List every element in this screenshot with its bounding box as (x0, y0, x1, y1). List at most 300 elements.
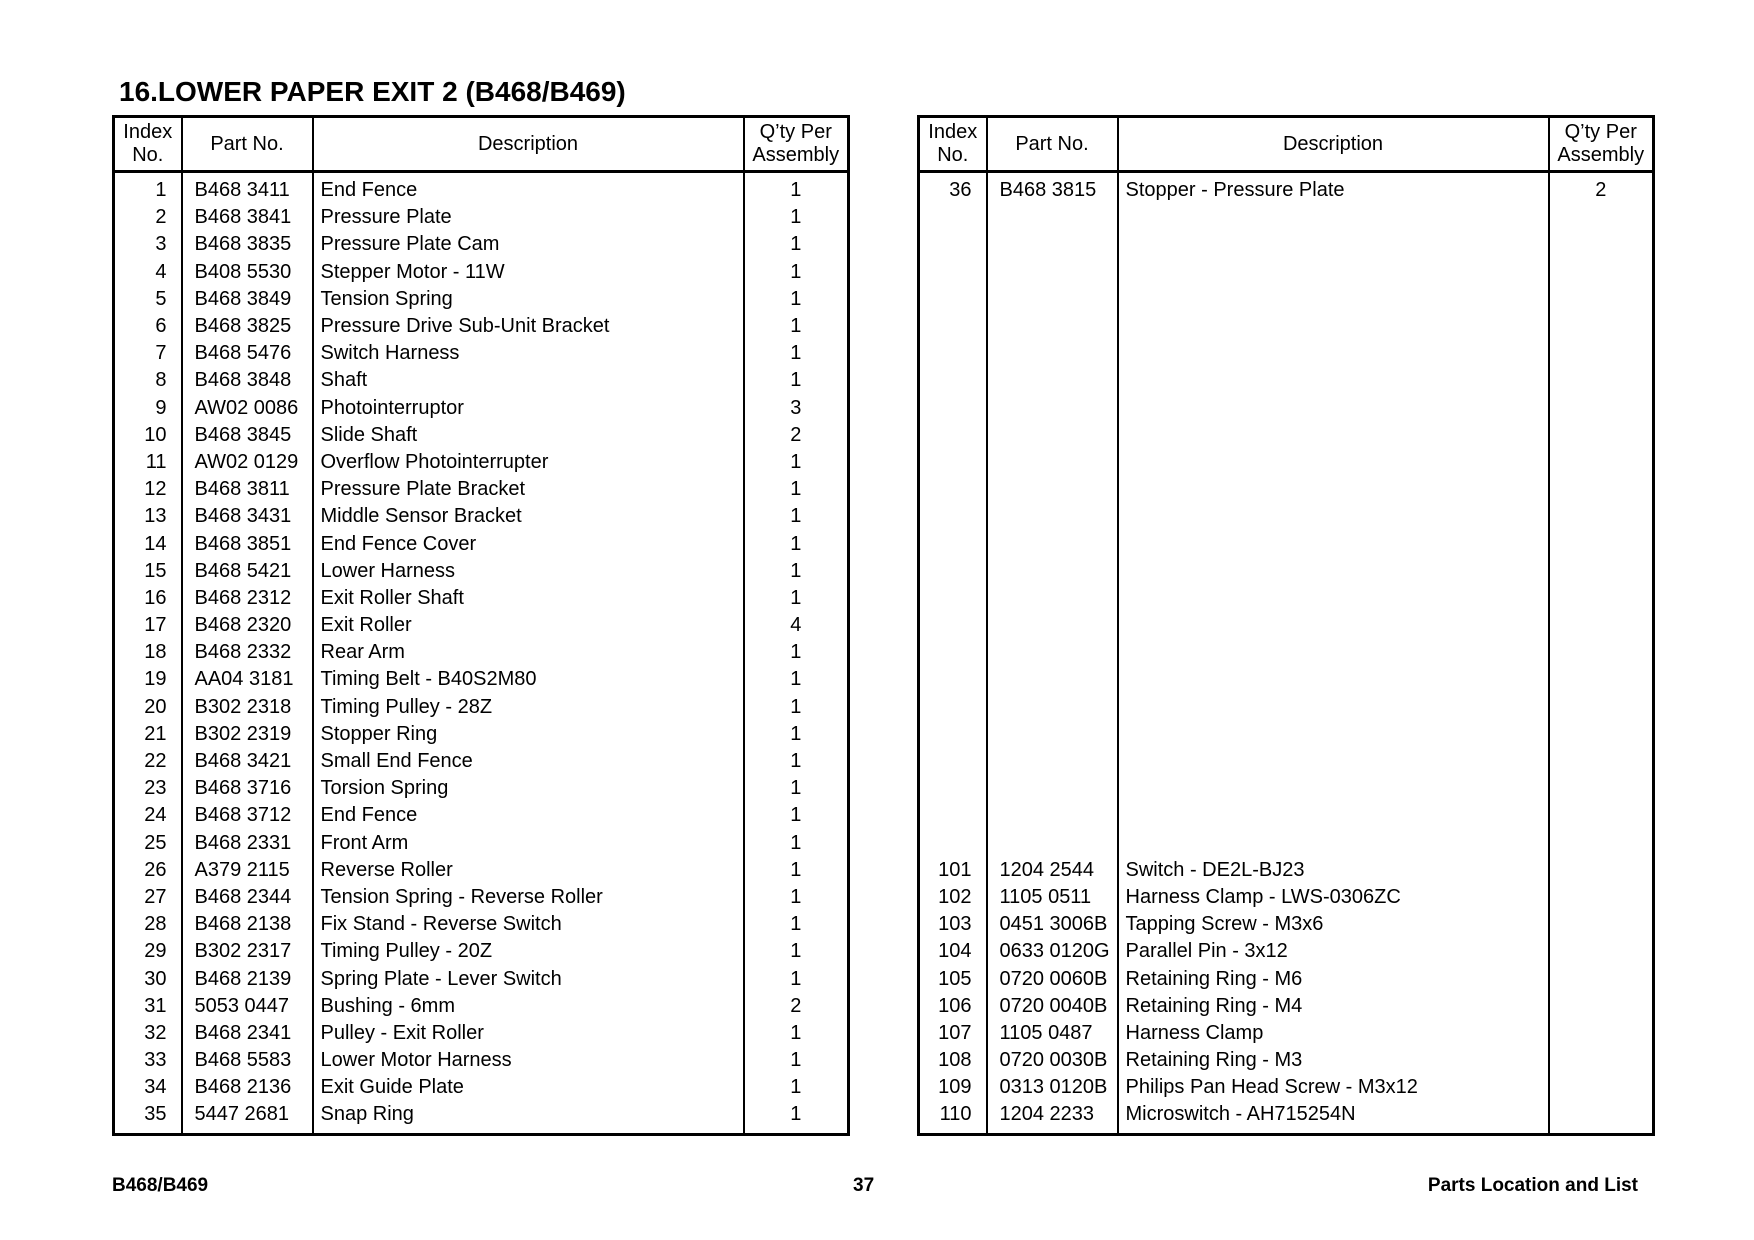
qty-cell: 1 (744, 775, 849, 802)
description-cell: Tapping Screw - M3x6 (1118, 911, 1549, 938)
part-no-cell: B468 2341 (182, 1020, 313, 1047)
table-row (919, 694, 1654, 721)
index-cell (919, 259, 987, 286)
qty-cell: 1 (744, 286, 849, 313)
index-cell (919, 422, 987, 449)
table-row (919, 367, 1654, 394)
description-cell: Lower Motor Harness (313, 1047, 744, 1074)
table-row (919, 911, 1654, 938)
parts-table-right (917, 115, 1655, 1136)
description-cell (1118, 503, 1549, 530)
table-row (114, 313, 849, 340)
index-cell: 23 (144, 777, 167, 800)
index-cell (919, 340, 987, 367)
part-no-cell: 1105 0487 (987, 1020, 1118, 1047)
qty-cell: 1 (744, 694, 849, 721)
part-no-cell (987, 286, 1118, 313)
index-cell: 102 (938, 885, 972, 908)
description-cell: Overflow Photointerrupter (313, 449, 744, 476)
qty-cell: 1 (744, 558, 849, 585)
description-cell: Harness Clamp - LWS-0306ZC (1118, 884, 1549, 911)
description-cell: Retaining Ring - M4 (1118, 993, 1549, 1020)
part-no-cell (987, 639, 1118, 666)
index-cell: 20 (144, 695, 167, 718)
table-row (919, 721, 1654, 748)
qty-cell (1549, 558, 1654, 585)
index-cell: 30 (144, 967, 167, 990)
qty-cell: 1 (744, 231, 849, 258)
table-row (114, 694, 849, 721)
description-cell: Snap Ring (313, 1101, 744, 1134)
part-no-cell: B468 5421 (182, 558, 313, 585)
description-cell: Front Arm (313, 830, 744, 857)
part-no-cell: B468 3835 (182, 231, 313, 258)
qty-cell: 4 (744, 612, 849, 639)
description-cell: Tension Spring - Reverse Roller (313, 884, 744, 911)
qty-cell: 1 (744, 666, 849, 693)
description-cell: Timing Pulley - 28Z (313, 694, 744, 721)
description-cell (1118, 395, 1549, 422)
qty-cell: 2 (1549, 172, 1654, 205)
qty-cell (1549, 476, 1654, 503)
table-row (919, 313, 1654, 340)
part-no-cell: 0313 0120B (987, 1074, 1118, 1101)
description-cell: Philips Pan Head Screw - M3x12 (1118, 1074, 1549, 1101)
description-cell (1118, 204, 1549, 231)
header-index (919, 117, 987, 172)
table-row (114, 530, 849, 557)
part-no-cell: B468 2344 (182, 884, 313, 911)
index-cell: 31 (144, 994, 167, 1017)
description-cell (1118, 585, 1549, 612)
qty-cell: 1 (744, 449, 849, 476)
description-cell (1118, 340, 1549, 367)
description-cell: Tension Spring (313, 286, 744, 313)
description-cell: Exit Guide Plate (313, 1074, 744, 1101)
footer-section-title: Parts Location and List (1427, 1175, 1638, 1196)
index-cell (919, 449, 987, 476)
part-no-cell (987, 666, 1118, 693)
part-no-cell (987, 259, 1118, 286)
table-row (919, 965, 1654, 992)
part-no-cell: AA04 3181 (182, 666, 313, 693)
index-cell: 5 (155, 287, 167, 310)
index-cell (919, 286, 987, 313)
qty-cell: 1 (744, 172, 849, 205)
description-cell: Spring Plate - Lever Switch (313, 965, 744, 992)
part-no-cell: A379 2115 (182, 857, 313, 884)
index-cell (919, 503, 987, 530)
description-cell: Retaining Ring - M3 (1118, 1047, 1549, 1074)
qty-cell (1549, 830, 1654, 857)
description-cell (1118, 612, 1549, 639)
index-cell (919, 748, 987, 775)
table-row (919, 1074, 1654, 1101)
table-row (919, 639, 1654, 666)
part-no-cell: 0720 0030B (987, 1047, 1118, 1074)
part-no-cell: B468 2320 (182, 612, 313, 639)
header-part-no-label: Part No. (210, 132, 284, 155)
table-row (114, 395, 849, 422)
description-cell: Timing Belt - B40S2M80 (313, 666, 744, 693)
part-no-cell (987, 530, 1118, 557)
index-cell: 25 (144, 831, 167, 854)
qty-cell: 1 (744, 476, 849, 503)
part-no-cell: B468 3712 (182, 802, 313, 829)
part-no-cell (987, 476, 1118, 503)
header-qty-label: Q’ty Per Assembly (1557, 121, 1645, 166)
index-cell (919, 694, 987, 721)
header-index (114, 117, 182, 172)
part-no-cell (987, 449, 1118, 476)
table-row (114, 503, 849, 530)
table-row (114, 1047, 849, 1074)
table-row (114, 422, 849, 449)
description-cell (1118, 558, 1549, 585)
description-cell: Stopper - Pressure Plate (1118, 172, 1549, 205)
part-no-cell (987, 340, 1118, 367)
part-no-cell: 1105 0511 (987, 884, 1118, 911)
page-number: 37 (853, 1175, 875, 1196)
description-cell: Switch Harness (313, 340, 744, 367)
description-cell: Photointerruptor (313, 395, 744, 422)
qty-cell (1549, 503, 1654, 530)
header-index-label: Index No. (123, 121, 173, 166)
qty-cell (1549, 1101, 1654, 1134)
qty-cell (1549, 721, 1654, 748)
index-cell: 3 (155, 233, 167, 256)
description-cell: Timing Pulley - 20Z (313, 938, 744, 965)
index-cell: 9 (155, 396, 167, 419)
index-cell: 10 (144, 423, 167, 446)
qty-cell: 1 (744, 938, 849, 965)
index-cell: 2 (155, 206, 167, 229)
table-row (919, 449, 1654, 476)
table-row (114, 612, 849, 639)
table-row (919, 172, 1654, 205)
table-row (919, 802, 1654, 829)
qty-cell (1549, 775, 1654, 802)
qty-cell (1549, 1074, 1654, 1101)
qty-cell: 1 (744, 367, 849, 394)
footer-model: B468/B469 (112, 1175, 209, 1196)
table-row (919, 1101, 1654, 1134)
qty-cell (1549, 367, 1654, 394)
qty-cell (1549, 884, 1654, 911)
description-cell: Rear Arm (313, 639, 744, 666)
description-cell (1118, 449, 1549, 476)
qty-cell (1549, 666, 1654, 693)
part-no-cell: 5053 0447 (182, 993, 313, 1020)
qty-cell: 1 (744, 857, 849, 884)
index-cell: 33 (144, 1049, 167, 1072)
qty-cell (1549, 857, 1654, 884)
part-no-cell (987, 558, 1118, 585)
index-cell: 103 (938, 913, 972, 936)
index-cell: 107 (938, 1021, 972, 1044)
part-no-cell: B468 3845 (182, 422, 313, 449)
qty-cell (1549, 449, 1654, 476)
part-no-cell: B468 2331 (182, 830, 313, 857)
index-cell (919, 639, 987, 666)
qty-cell: 1 (744, 748, 849, 775)
description-cell: Pressure Drive Sub-Unit Bracket (313, 313, 744, 340)
qty-cell (1549, 530, 1654, 557)
qty-cell: 1 (744, 884, 849, 911)
qty-cell (1549, 993, 1654, 1020)
part-no-cell: B468 2138 (182, 911, 313, 938)
description-cell: Slide Shaft (313, 422, 744, 449)
part-no-cell: 0720 0040B (987, 993, 1118, 1020)
description-cell (1118, 775, 1549, 802)
description-cell: Pressure Plate (313, 204, 744, 231)
table-row (114, 857, 849, 884)
table-row (919, 884, 1654, 911)
index-cell (919, 612, 987, 639)
index-cell: 34 (144, 1076, 167, 1099)
part-no-cell: B468 5476 (182, 340, 313, 367)
table-row (114, 1020, 849, 1047)
table-header-row (114, 117, 849, 172)
description-cell: Shaft (313, 367, 744, 394)
table-row (919, 340, 1654, 367)
qty-cell: 1 (744, 530, 849, 557)
table-row (919, 775, 1654, 802)
table-row (919, 503, 1654, 530)
index-cell: 19 (144, 668, 167, 691)
index-cell (919, 313, 987, 340)
qty-cell: 1 (744, 639, 849, 666)
qty-cell (1549, 965, 1654, 992)
part-no-cell: B302 2318 (182, 694, 313, 721)
index-cell: 36 (949, 179, 972, 202)
qty-cell: 1 (744, 259, 849, 286)
description-cell: End Fence (313, 172, 744, 205)
description-cell (1118, 231, 1549, 258)
header-part-no (987, 117, 1118, 172)
description-cell (1118, 476, 1549, 503)
description-cell: Pressure Plate Bracket (313, 476, 744, 503)
table-row (919, 231, 1654, 258)
index-cell: 11 (145, 450, 167, 473)
table-row (919, 558, 1654, 585)
table-row (114, 884, 849, 911)
description-cell: Exit Roller Shaft (313, 585, 744, 612)
description-cell (1118, 748, 1549, 775)
table-row (919, 993, 1654, 1020)
part-no-cell (987, 367, 1118, 394)
qty-cell (1549, 313, 1654, 340)
qty-cell: 1 (744, 503, 849, 530)
part-no-cell: B468 3815 (987, 172, 1118, 205)
qty-cell (1549, 286, 1654, 313)
description-cell: Switch - DE2L-BJ23 (1118, 857, 1549, 884)
description-cell: Reverse Roller (313, 857, 744, 884)
qty-cell (1549, 231, 1654, 258)
header-description (1118, 117, 1549, 172)
part-no-cell: B408 5530 (182, 259, 313, 286)
table-row (114, 286, 849, 313)
part-no-cell (987, 422, 1118, 449)
qty-cell: 1 (744, 830, 849, 857)
index-cell: 29 (144, 940, 167, 963)
index-cell: 28 (144, 913, 167, 936)
part-no-cell (987, 204, 1118, 231)
index-cell: 22 (144, 750, 167, 773)
table-row (114, 965, 849, 992)
part-no-cell: B468 2332 (182, 639, 313, 666)
description-cell: Pulley - Exit Roller (313, 1020, 744, 1047)
description-cell: Torsion Spring (313, 775, 744, 802)
index-cell: 16 (144, 586, 167, 609)
description-cell (1118, 313, 1549, 340)
qty-cell (1549, 911, 1654, 938)
qty-cell: 1 (744, 1074, 849, 1101)
header-description-label: Description (477, 132, 579, 155)
table-row (114, 911, 849, 938)
part-no-cell: B468 3849 (182, 286, 313, 313)
header-qty (1549, 117, 1654, 172)
header-description-label: Description (1282, 132, 1384, 155)
table-row (919, 585, 1654, 612)
qty-cell: 1 (744, 1101, 849, 1134)
index-cell: 106 (938, 994, 972, 1017)
index-cell: 24 (144, 804, 167, 827)
index-cell: 14 (144, 532, 167, 555)
table-row (919, 666, 1654, 693)
table-row (919, 830, 1654, 857)
part-no-cell (987, 503, 1118, 530)
qty-cell (1549, 204, 1654, 231)
index-cell: 8 (155, 369, 167, 392)
index-cell: 27 (144, 885, 167, 908)
table-row (114, 993, 849, 1020)
table-row (919, 422, 1654, 449)
parts-table-left (112, 115, 850, 1136)
description-cell: Microswitch - AH715254N (1118, 1101, 1549, 1134)
qty-cell (1549, 585, 1654, 612)
description-cell: Stepper Motor - 11W (313, 259, 744, 286)
header-part-no (182, 117, 313, 172)
table-row (114, 172, 849, 205)
header-part-no-label: Part No. (1015, 132, 1089, 155)
index-cell: 108 (938, 1049, 972, 1072)
part-no-cell: B468 5583 (182, 1047, 313, 1074)
table-row (114, 830, 849, 857)
index-cell: 109 (938, 1076, 972, 1099)
table-row (114, 1101, 849, 1134)
table-row (114, 666, 849, 693)
qty-cell: 1 (744, 204, 849, 231)
qty-cell (1549, 422, 1654, 449)
qty-cell (1549, 1047, 1654, 1074)
header-index-label: Index No. (928, 121, 978, 166)
qty-cell: 1 (744, 911, 849, 938)
description-cell (1118, 530, 1549, 557)
part-no-cell: B468 3811 (182, 476, 313, 503)
index-cell: 4 (155, 260, 167, 283)
index-cell: 12 (144, 478, 167, 501)
part-no-cell: B302 2319 (182, 721, 313, 748)
index-cell (919, 802, 987, 829)
part-no-cell (987, 231, 1118, 258)
table-row (919, 259, 1654, 286)
header-description (313, 117, 744, 172)
table-row (114, 721, 849, 748)
part-no-cell (987, 313, 1118, 340)
description-cell (1118, 639, 1549, 666)
table-row (919, 857, 1654, 884)
index-cell: 13 (144, 505, 167, 528)
table-row (919, 1047, 1654, 1074)
description-cell (1118, 694, 1549, 721)
index-cell (919, 476, 987, 503)
table-row (114, 340, 849, 367)
table-row (919, 204, 1654, 231)
part-no-cell: B468 3825 (182, 313, 313, 340)
index-cell (919, 367, 987, 394)
qty-cell (1549, 802, 1654, 829)
part-no-cell (987, 612, 1118, 639)
index-cell: 35 (144, 1103, 167, 1126)
index-cell (919, 231, 987, 258)
index-cell: 104 (938, 940, 972, 963)
qty-cell: 1 (744, 585, 849, 612)
part-no-cell: AW02 0129 (182, 449, 313, 476)
description-cell (1118, 422, 1549, 449)
description-cell: Lower Harness (313, 558, 744, 585)
part-no-cell: B468 2136 (182, 1074, 313, 1101)
part-no-cell: 5447 2681 (182, 1101, 313, 1134)
qty-cell: 1 (744, 721, 849, 748)
description-cell: Stopper Ring (313, 721, 744, 748)
table-header-row (919, 117, 1654, 172)
qty-cell (1549, 1020, 1654, 1047)
index-cell (919, 558, 987, 585)
description-cell (1118, 802, 1549, 829)
index-cell: 26 (144, 858, 167, 881)
description-cell: Exit Roller (313, 612, 744, 639)
index-cell (919, 395, 987, 422)
index-cell: 101 (938, 858, 972, 881)
part-no-cell: B468 3841 (182, 204, 313, 231)
index-cell (919, 775, 987, 802)
index-cell: 32 (144, 1021, 167, 1044)
table-row (114, 476, 849, 503)
description-cell (1118, 830, 1549, 857)
part-no-cell: B468 2312 (182, 585, 313, 612)
description-cell: Fix Stand - Reverse Switch (313, 911, 744, 938)
table-row (114, 639, 849, 666)
table-row (919, 612, 1654, 639)
table-row (114, 1074, 849, 1101)
qty-cell: 1 (744, 965, 849, 992)
part-no-cell: 0633 0120G (987, 938, 1118, 965)
table-row (919, 938, 1654, 965)
header-qty-label: Q’ty Per Assembly (752, 121, 840, 166)
part-no-cell: B468 2139 (182, 965, 313, 992)
index-cell (919, 830, 987, 857)
table-row (114, 748, 849, 775)
part-no-cell (987, 802, 1118, 829)
qty-cell (1549, 259, 1654, 286)
part-no-cell: B468 3431 (182, 503, 313, 530)
table-row (919, 530, 1654, 557)
table-row (919, 1020, 1654, 1047)
qty-cell: 1 (744, 313, 849, 340)
qty-cell (1549, 612, 1654, 639)
table-row (114, 775, 849, 802)
